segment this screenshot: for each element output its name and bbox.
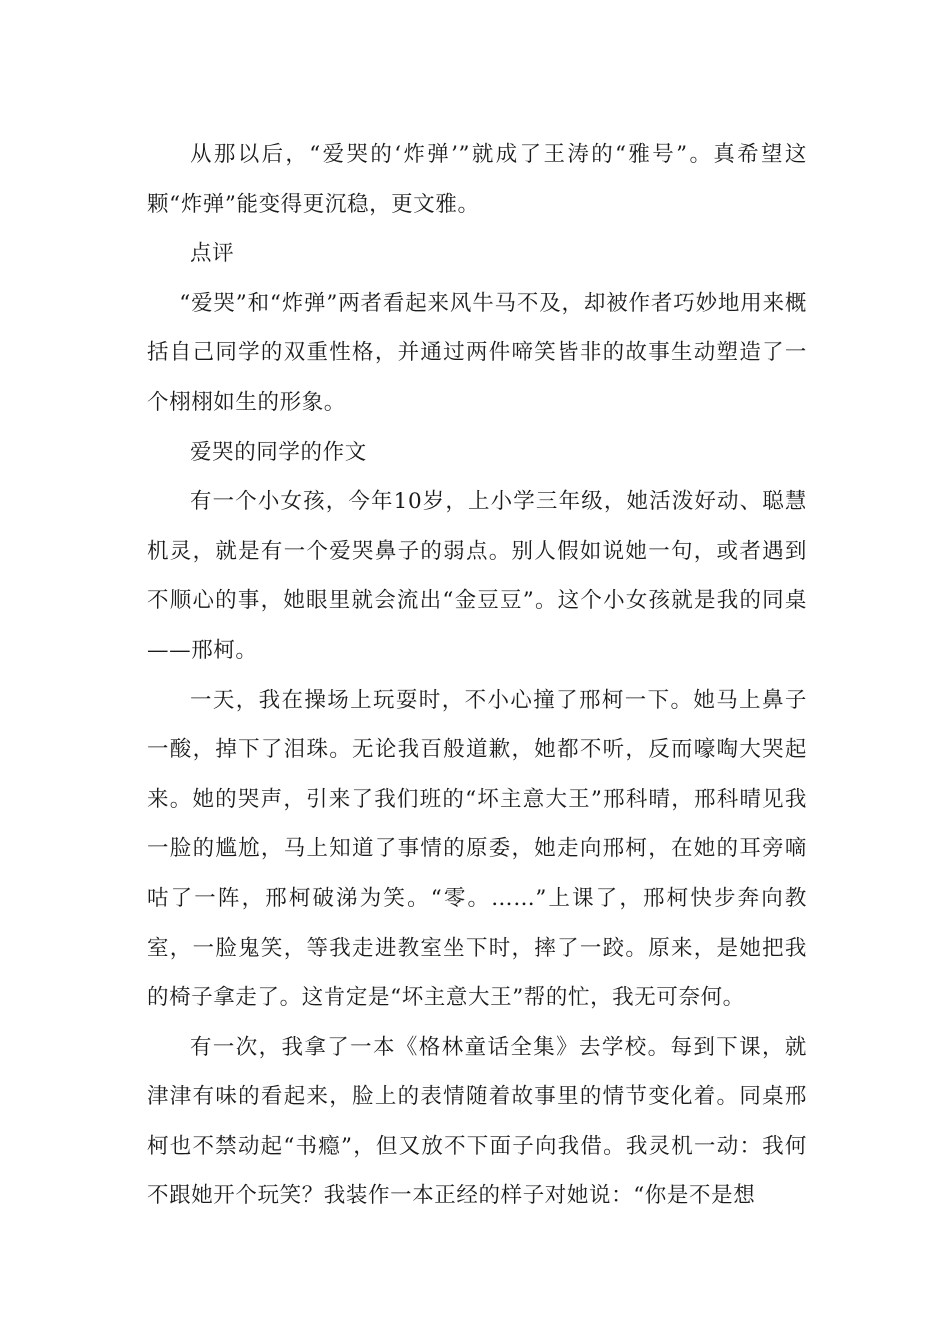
document-body [147, 130, 807, 1221]
paragraph-conclusion: 从那以后，“爱哭的‘炸弹’”就成了王涛的“雅号”。真希望这颗“炸弹”能变得更沉稳，更文雅。 [147, 142, 807, 217]
paragraph-intro: 有一个小女孩，今年10岁，上小学三年级，她活泼好动、聪慧机灵，就是有一个爱哭鼻子的弱点。别人假如说她一句，或者遇到不顺心的事，她眼里就会流出“金豆豆”。这个小女孩就是我的同桌——邢柯。 [147, 489, 807, 663]
paragraph-story-one: 一天，我在操场上玩耍时，不小心撞了邢柯一下。她马上鼻子一酸，掉下了泪珠。无论我百般道歉，她都不听，反而嚎啕大哭起来。她的哭声，引来了我们班的“坏主意大王”邢科晴，邢科晴见我一脸的尴尬，马上知道了事情的原委，她走向邢柯，在她的耳旁嘀咕了一阵，邢柯破涕为笑。“零。……”上课了，邢柯快步奔向教室，一脸鬼笑，等我走进教室坐下时，摔了一跤。原来，是她把我的椅子拿走了。这肯定是“坏主意大王”帮的忙，我无可奈何。 [147, 687, 807, 1011]
essay-title: 爱哭的同学的作文 [190, 439, 367, 465]
section-heading-comment: 点评 [190, 241, 235, 267]
paragraph-comment: “爱哭”和“炸弹”两者看起来风牛马不及，却被作者巧妙地用来概括自己同学的双重性格，并通过两件啼笑皆非的故事生动塑造了一个栩栩如生的形象。 [147, 290, 807, 415]
paragraph-story-two: 有一次，我拿了一本《格林童话全集》去学校。每到下课，就津津有味的看起来，脸上的表情随着故事里的情节变化着。同桌邢柯也不禁动起“书瘾”，但又放不下面子向我借。我灵机一动：我何不跟她开个玩笑？我装作一本正经的样子对她说：“你是不是想 [147, 1034, 807, 1209]
